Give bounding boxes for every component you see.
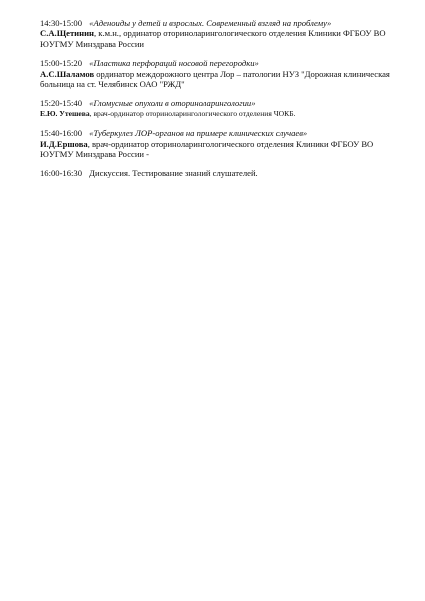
program-entry [40, 168, 400, 178]
talk-title: «Гломусные опухоли в оториноларингологии» [89, 98, 256, 109]
speaker-name: С.А.Щетинин [40, 28, 94, 39]
speaker-details: ординатор междорожного центра Лор – патологии НУЗ "Дорожная клиническая [94, 68, 390, 79]
speaker-name: Е.Ю. Утешева [40, 108, 90, 118]
time-slot: 15:20-15:40 [40, 98, 83, 109]
speaker-name: И.Д.Ершова [40, 138, 88, 149]
time-slot: 15:00-15:20 [40, 58, 83, 69]
entry-header [40, 168, 400, 178]
program-entry [40, 128, 400, 159]
speaker-name: А.С.Шаламов [40, 68, 95, 79]
session-text: Дискуссия. Тестирование знаний слушателей. [89, 168, 258, 179]
speaker-line [40, 109, 400, 119]
talk-title: «Туберкулез ЛОР-органов на примере клинических случаев» [89, 128, 308, 139]
time-slot: 15:40-16:00 [40, 128, 83, 139]
speaker-details-continued: ЮУГМУ Минздрава России [40, 38, 145, 49]
speaker-line [40, 28, 400, 38]
time-slot: 16:00-16:30 [40, 168, 83, 179]
program-entry [40, 58, 400, 89]
entry-header [40, 128, 400, 138]
program-entry [40, 98, 400, 119]
entry-header [40, 98, 400, 108]
talk-title: «Пластика перфораций носовой перегородки» [89, 58, 259, 69]
talk-title: «Аденоиды у детей и взрослых. Современный взгляд на проблему» [89, 18, 332, 28]
speaker-details: , врач-ординатор оториноларингологического отделения ЧОКБ. [89, 108, 296, 118]
time-slot: 14:30-15:00 [40, 18, 83, 28]
speaker-details-continued: больница на ст. Челябинск ОАО "РЖД" [40, 79, 185, 90]
entry-header [40, 18, 400, 28]
speaker-details-continued: ЮУГМУ Минздрава России - [40, 149, 150, 160]
speaker-details: , врач-ординатор оториноларингологического отделения Клиники ФГБОУ ВО [87, 138, 374, 149]
program-entry [40, 18, 400, 49]
entry-header [40, 58, 400, 68]
program-schedule [40, 18, 400, 188]
speaker-details: , к.м.н., ординатор оториноларингологического отделения Клиники ФГБОУ ВО [94, 28, 386, 39]
speaker-line [40, 139, 400, 149]
speaker-line [40, 69, 400, 79]
